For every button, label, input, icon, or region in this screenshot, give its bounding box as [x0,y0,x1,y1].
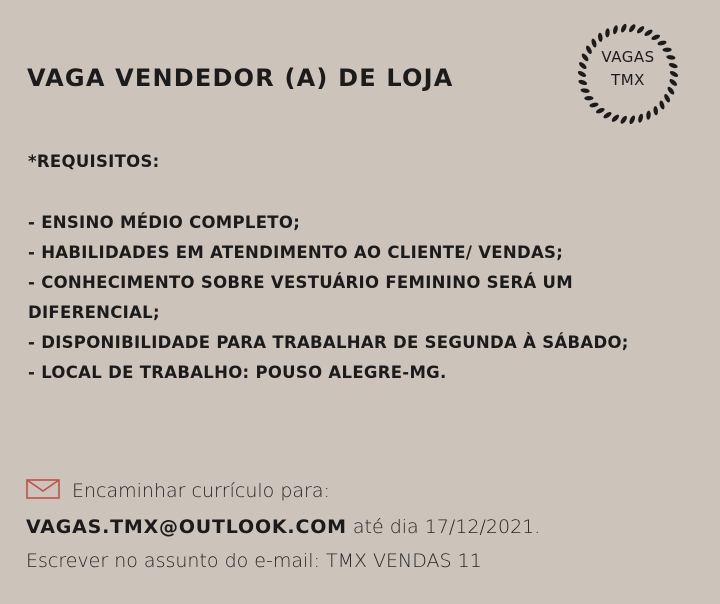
laurel-leaf [612,25,619,35]
laurel-leaf [628,115,636,125]
laurel-leaf [619,115,628,125]
envelope-icon [26,476,60,510]
laurel-leaf [646,110,651,119]
laurel-leaf [580,88,590,94]
requirement-item: - DISPONIBILIDADE PARA TRABALHAR DE SEGUNDA À SÁBADO; [28,333,629,352]
laurel-leaf [589,102,599,108]
email-address[interactable]: VAGAS.TMX@OUTLOOK.COM [26,516,347,538]
requirement-item: DIFERENCIAL; [28,303,160,322]
laurel-leaf [659,100,666,110]
laurel-leaf [620,23,628,33]
laurel-leaf [637,113,644,123]
email-line [26,510,540,544]
laurel-leaf [643,28,653,37]
laurel-leaf [663,93,671,103]
contact-intro: Encaminhar currículo para: [72,480,330,502]
laurel-leaf [598,32,604,42]
laurel-leaf [651,33,661,41]
laurel-leaf [653,106,659,116]
logo-line-1: VAGAS [601,48,655,66]
logo-line-2: TMX [611,71,645,89]
contact-intro-line [26,474,540,510]
laurel-leaf [584,96,593,101]
laurel-leaf [595,107,605,115]
contact-section [26,474,540,578]
requirement-item: - ENSINO MÉDIO COMPLETO; [28,213,301,232]
vagas-tmx-logo [572,18,684,130]
laurel-leaf [605,28,610,37]
requirements-list [28,208,629,388]
page-title: VAGA VENDEDOR (A) DE LOJA [27,64,454,92]
laurel-leaf [636,25,646,35]
requirement-item: - HABILIDADES EM ATENDIMENTO AO CLIENTE/ VENDAS; [28,243,564,262]
subject-instruction: Escrever no assunto do e-mail: TMX VENDAS 11 [26,550,482,572]
requirement-item: - LOCAL DE TRABALHO: POUSO ALEGRE-MG. [28,363,447,382]
laurel-leaf [611,113,621,123]
laurel-leaf [591,38,598,48]
requirement-item: - CONHECIMENTO SOBRE VESTUÁRIO FEMININO SERÁ UM [28,273,573,292]
requirements-header: *REQUISITOS: [28,152,160,171]
laurel-leaf [628,23,637,33]
laurel-leaf [602,111,612,120]
laurel-leaf [657,40,667,46]
deadline-text: até dia 17/12/2021. [346,516,541,538]
